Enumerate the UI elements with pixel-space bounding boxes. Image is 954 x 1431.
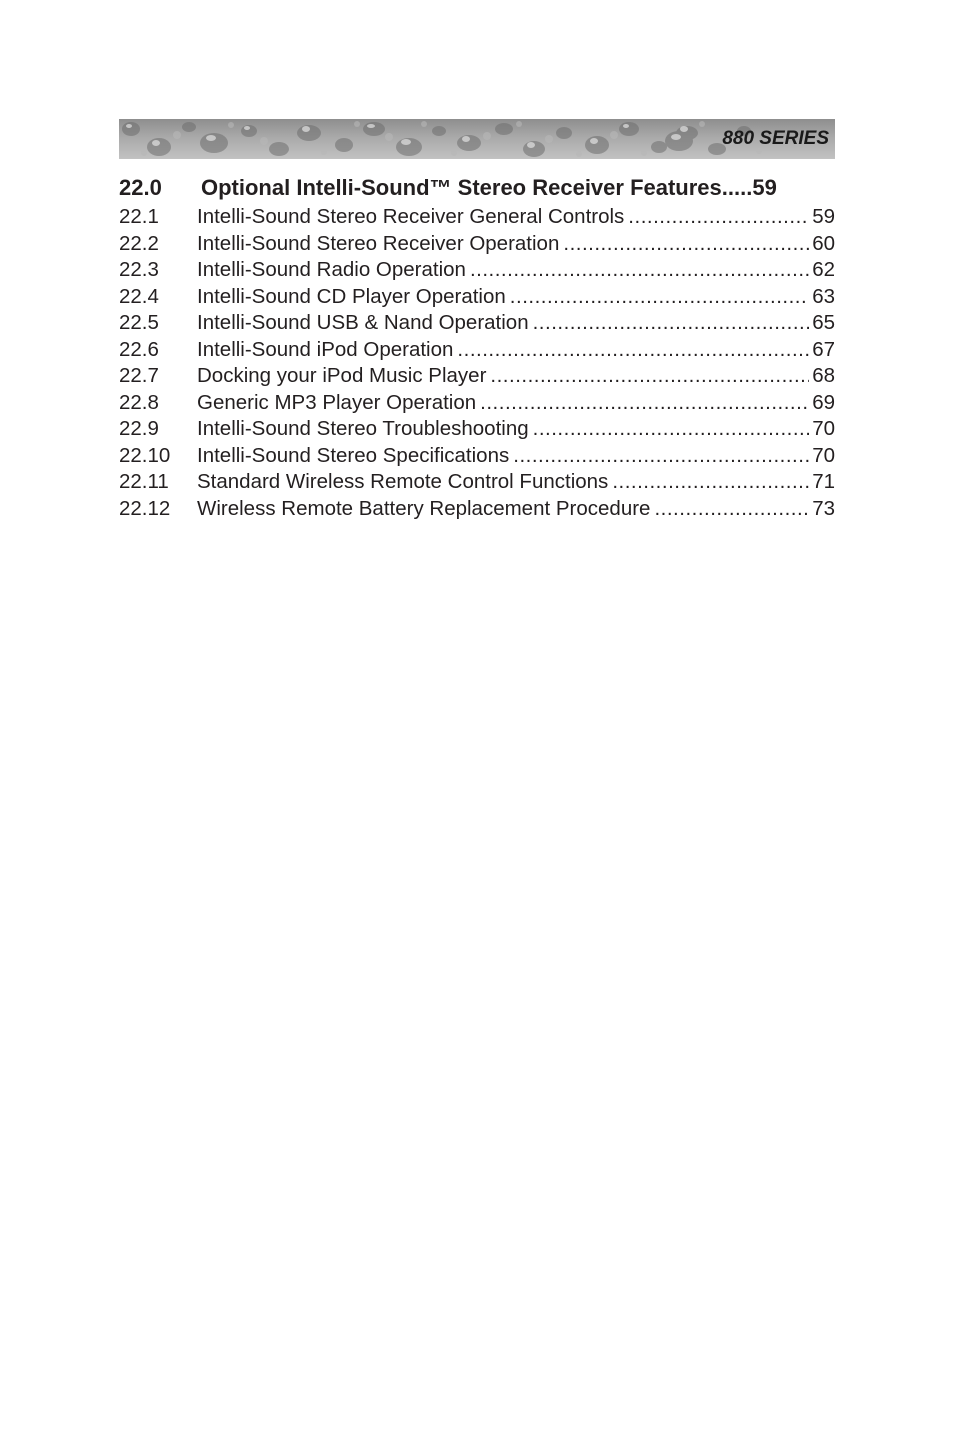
- header-banner: [119, 119, 835, 159]
- toc-dot-leader: [510, 284, 809, 310]
- toc-entry-number: 22.3: [119, 258, 159, 281]
- toc-main-title: Optional Intelli-Sound™ Stereo Receiver Features.....59: [201, 175, 777, 200]
- toc-entry[interactable]: [119, 469, 835, 496]
- toc-dot-leader: [612, 469, 809, 495]
- toc-entry-number: 22.1: [119, 205, 159, 228]
- toc-entry-page: 67: [812, 337, 835, 361]
- toc-entry-page: 69: [812, 390, 835, 414]
- toc-entry-page: 68: [812, 364, 835, 387]
- series-label: 880 SERIES: [722, 128, 829, 149]
- toc-entry[interactable]: [119, 231, 835, 258]
- toc-dot-leader: [490, 363, 809, 389]
- toc-dot-leader: [533, 310, 810, 336]
- toc-entry-page: 59: [812, 205, 835, 228]
- toc-entry[interactable]: [119, 310, 835, 337]
- toc-entry[interactable]: [119, 496, 835, 523]
- toc-entry-title: Intelli-Sound USB & Nand Operation: [197, 311, 529, 334]
- toc-entry[interactable]: [119, 363, 835, 390]
- toc-entry[interactable]: [119, 390, 835, 417]
- toc-entry-page: 62: [812, 258, 835, 281]
- toc-entry-title: Intelli-Sound Stereo Troubleshooting: [197, 417, 529, 440]
- toc-dot-leader: [628, 204, 809, 230]
- toc-entry-title: Intelli-Sound CD Player Operation: [197, 284, 506, 308]
- toc-entry-number: 22.8: [119, 390, 159, 414]
- toc-entry-title: Intelli-Sound Stereo Receiver Operation: [197, 231, 560, 255]
- toc-entry-number: 22.10: [119, 443, 171, 467]
- toc-dot-leader: [480, 390, 809, 416]
- toc-entry-page: 71: [812, 470, 835, 493]
- toc-dot-leader: [457, 337, 809, 363]
- toc-entry-page: 73: [812, 496, 835, 520]
- toc-entry-number: 22.12: [119, 496, 171, 520]
- toc-entry-page: 70: [812, 443, 835, 467]
- toc-entry[interactable]: [119, 443, 835, 470]
- toc-entry-number: 22.5: [119, 311, 159, 334]
- toc-entry-number: 22.11: [119, 470, 169, 493]
- toc-entry-number: 22.2: [119, 231, 159, 255]
- toc-entry-title: Intelli-Sound iPod Operation: [197, 337, 454, 361]
- toc-entry-number: 22.7: [119, 364, 159, 387]
- toc-entry-title: Intelli-Sound Radio Operation: [197, 258, 466, 281]
- table-of-contents: [119, 174, 835, 522]
- toc-entry-title: Wireless Remote Battery Replacement Procedure: [197, 496, 651, 520]
- toc-entry-page: 70: [812, 417, 835, 440]
- toc-entry-title: Intelli-Sound Stereo Receiver General Controls: [197, 205, 625, 228]
- toc-entry-title: Generic MP3 Player Operation: [197, 390, 477, 414]
- toc-entry-number: 22.4: [119, 284, 159, 308]
- toc-entry-title: Docking your iPod Music Player: [197, 364, 487, 387]
- toc-entry[interactable]: [119, 204, 835, 231]
- toc-entry-number: 22.6: [119, 337, 159, 361]
- toc-entry-title: Standard Wireless Remote Control Functions: [197, 470, 609, 493]
- toc-dot-leader: [533, 416, 810, 442]
- toc-entry[interactable]: [119, 337, 835, 364]
- toc-entry-page: 65: [812, 311, 835, 334]
- toc-entry[interactable]: [119, 416, 835, 443]
- toc-main-number: 22.0: [119, 175, 162, 200]
- toc-entry[interactable]: [119, 284, 835, 311]
- toc-entry-page: 60: [812, 231, 835, 255]
- toc-entry-page: 63: [812, 284, 835, 308]
- toc-dot-leader: [654, 496, 809, 522]
- toc-dot-leader: [563, 231, 809, 257]
- toc-dot-leader: [513, 443, 809, 469]
- toc-entry-number: 22.9: [119, 417, 159, 440]
- toc-entry[interactable]: [119, 257, 835, 284]
- toc-main-heading[interactable]: [119, 174, 835, 204]
- toc-dot-leader: [470, 257, 809, 283]
- toc-entry-title: Intelli-Sound Stereo Specifications: [197, 443, 510, 467]
